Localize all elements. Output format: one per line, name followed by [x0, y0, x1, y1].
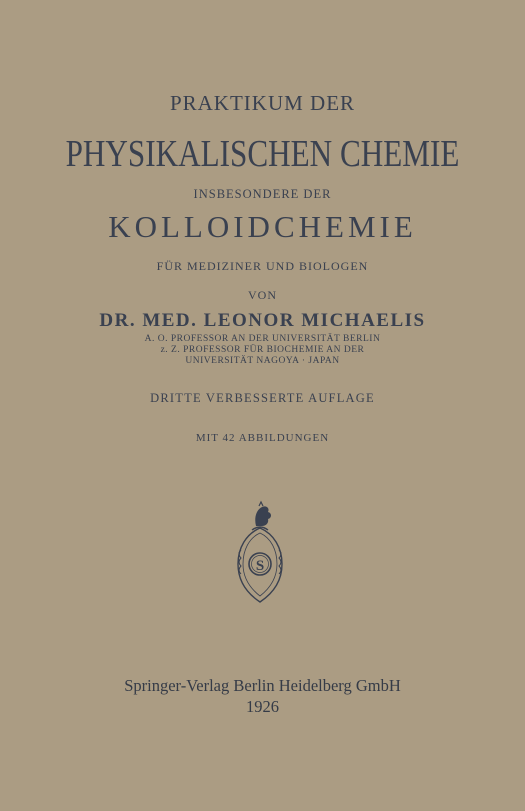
emblem-letter: S	[255, 558, 265, 574]
by-label: VON	[248, 288, 277, 302]
title-line-praktikum: PRAKTIKUM DER	[169, 91, 356, 115]
publisher: Springer-Verlag Berlin Heidelberg GmbH	[124, 676, 401, 695]
title-line-kolloidchemie: KOLLOIDCHEMIE	[108, 209, 417, 244]
title-line-insbesondere: INSBESONDERE DER	[193, 187, 332, 201]
springer-knight-emblem-icon	[232, 500, 288, 604]
author-affiliation-1: A. O. PROFESSOR AN DER UNIVERSITÄT BERLIN	[144, 334, 381, 344]
author-name: DR. MED. LEONOR MICHAELIS	[99, 310, 426, 331]
illustrations-note: MIT 42 ABBILDUNGEN	[195, 432, 330, 444]
author-affiliation-2: z. Z. PROFESSOR FÜR BIOCHEMIE AN DER	[160, 345, 365, 355]
author-affiliation-3: UNIVERSITÄT NAGOYA · JAPAN	[185, 356, 340, 366]
edition-note: DRITTE VERBESSERTE AUFLAGE	[150, 391, 375, 405]
title-line-main: PHYSIKALISCHEN CHEMIE	[65, 133, 460, 175]
subtitle-audience: FÜR MEDIZINER UND BIOLOGEN	[156, 259, 369, 273]
publication-year: 1926	[246, 697, 279, 716]
